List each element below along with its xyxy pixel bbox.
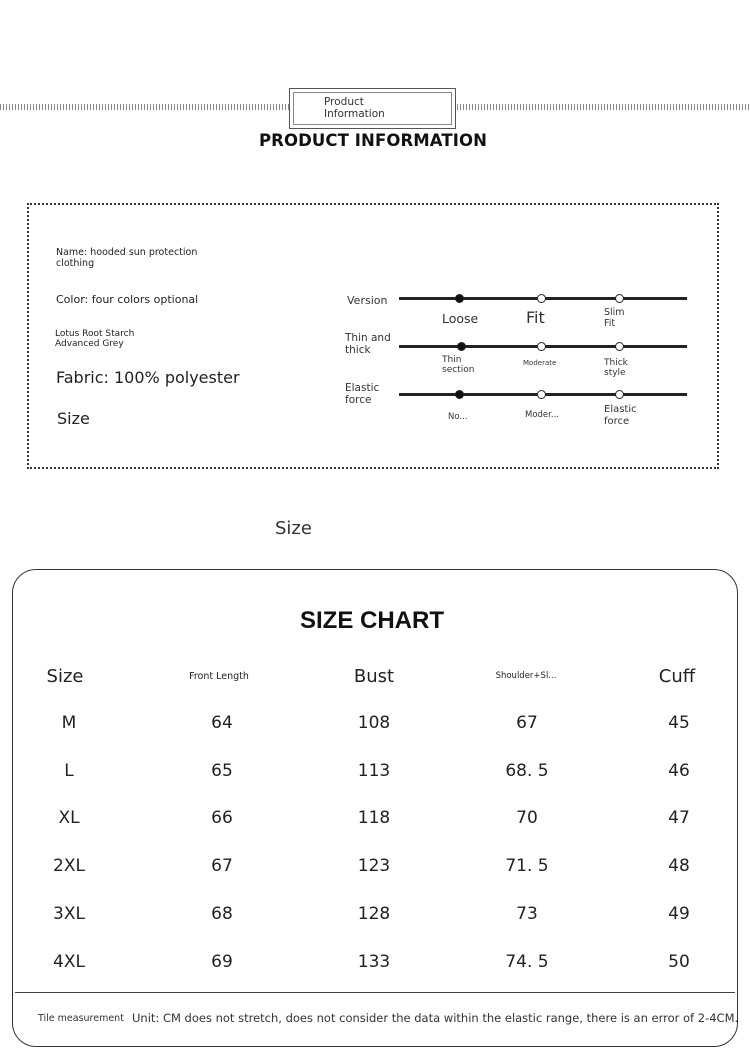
size-chart-cell-bust: 123 [357,856,391,876]
size-chart-cell-cuff: 50 [668,952,690,972]
scale-elastic-marker-3 [615,390,624,399]
size-chart-cell-front-length: 65 [211,761,233,781]
size-chart-cell-size: M [61,713,77,733]
size-chart-cell-shoulder-sleeve: 73 [516,904,538,924]
size-chart-cell-cuff: 49 [668,904,690,924]
product-name: Name: hooded sun protection clothing [56,247,198,269]
size-chart-header-cuff: Cuff [658,665,696,687]
scale-elastic-option-1: No... [448,412,468,422]
size-chart-cell-bust: 128 [357,904,391,924]
scale-elastic-marker-selected [455,390,464,399]
size-chart-cell-bust: 118 [357,808,391,828]
scale-elastic-option-3: Elastic force [604,404,637,427]
size-chart-cell-size: 2XL [53,856,85,876]
scale-version-marker-2 [537,294,546,303]
size-chart-cell-bust: 108 [357,713,391,733]
size-chart-cell-size: 3XL [53,904,85,924]
scale-version-label: Version [347,294,388,307]
size-chart-header-front-length: Front Length [189,670,249,682]
scale-thickness-label: Thin and thick [345,332,391,356]
scale-thickness-option-2: Moderate [523,359,557,367]
size-chart-cell-shoulder-sleeve: 68. 5 [505,761,549,781]
size-chart-cell-shoulder-sleeve: 71. 5 [505,856,549,876]
scale-thickness-marker-3 [615,342,624,351]
header-box-label: Product Information [324,96,385,120]
size-chart-cell-cuff: 47 [668,808,690,828]
size-chart-header-size: Size [46,665,84,687]
size-chart-cell-front-length: 69 [211,952,233,972]
size-chart-cell-shoulder-sleeve: 74. 5 [505,952,549,972]
scale-thickness-marker-2 [537,342,546,351]
scale-version-option-1: Loose [442,311,479,326]
scale-thickness-option-1: Thin section [442,355,475,375]
scale-thickness-option-3: Thick style [604,358,628,378]
scale-thickness-marker-selected [457,342,466,351]
size-chart-header-bust: Bust [353,665,395,687]
header-divider-left [0,104,290,110]
size-chart-footer-divider [15,992,735,993]
product-fabric: Fabric: 100% polyester [56,368,240,387]
product-color: Color: four colors optional [56,293,199,306]
scale-version-option-2: Fit [526,308,545,327]
size-chart-cell-shoulder-sleeve: 67 [516,713,538,733]
size-chart-cell-bust: 113 [357,761,391,781]
product-size-label: Size [57,409,90,428]
size-chart-footer-label: Tile measurement [38,1013,124,1024]
size-chart-cell-front-length: 68 [211,904,233,924]
scale-elastic-marker-2 [537,390,546,399]
scale-elastic-label: Elastic force [345,382,380,406]
size-chart-header-shoulder-sleeve: Shoulder+Sl... [495,671,557,681]
header-label-box [289,88,456,129]
scale-version-marker-3 [615,294,624,303]
scale-version-marker-selected [455,294,464,303]
scale-version-option-3: Slim Fit [604,307,625,329]
size-chart-cell-front-length: 67 [211,856,233,876]
size-chart-cell-front-length: 64 [211,713,233,733]
size-chart-cell-cuff: 48 [668,856,690,876]
scale-elastic-option-2: Moder... [525,410,559,420]
size-chart-cell-size: 4XL [53,952,85,972]
size-chart-cell-cuff: 46 [668,761,690,781]
size-chart-cell-size: XL [58,808,80,828]
size-chart-cell-size: L [64,761,74,781]
size-chart-cell-shoulder-sleeve: 70 [516,808,538,828]
size-chart-cell-front-length: 66 [211,808,233,828]
page-title: PRODUCT INFORMATION [258,131,488,150]
size-section-label: Size [275,518,312,539]
size-chart-footer-note: Unit: CM does not stretch, does not consider the data within the elastic range, there is an error of 2-4CM. [132,1011,739,1025]
size-chart-title: SIZE CHART [300,607,444,634]
size-chart-cell-cuff: 45 [668,713,690,733]
product-color-name: Lotus Root Starch Advanced Grey [55,329,135,349]
header-divider-right [457,104,750,110]
size-chart-cell-bust: 133 [357,952,391,972]
